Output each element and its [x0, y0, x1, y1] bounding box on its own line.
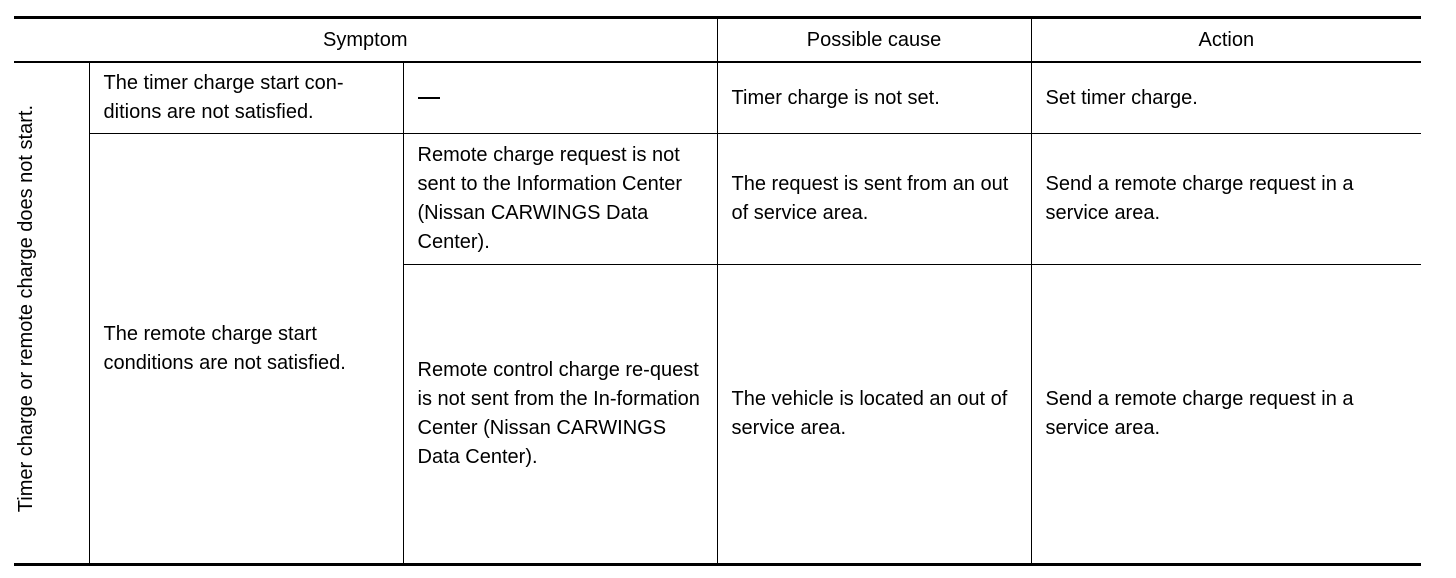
condition-cell: The remote charge start conditions are not satisfied. — [89, 134, 403, 565]
cause-cell: The vehicle is located an out of service area. — [717, 265, 1031, 565]
diagnosis-table-container — [14, 16, 1421, 566]
action-cell: Send a remote charge request in a service area. — [1031, 265, 1421, 565]
cause-cell: The request is sent from an out of service area. — [717, 134, 1031, 265]
header-possible-cause: Possible cause — [717, 18, 1031, 63]
condition-cell: The timer charge start con-ditions are not satisfied. — [89, 62, 403, 134]
action-cell: Send a remote charge request in a service area. — [1031, 134, 1421, 265]
action-cell: Set timer charge. — [1031, 62, 1421, 134]
detail-cell: Remote charge request is not sent to the Information Center (Nissan CARWINGS Data Center). — [403, 134, 717, 265]
diagnosis-table — [14, 16, 1421, 566]
cause-cell: Timer charge is not set. — [717, 62, 1031, 134]
table-row — [14, 62, 1421, 134]
header-action: Action — [1031, 18, 1421, 63]
table-row — [14, 134, 1421, 265]
symptom-group-cell — [14, 62, 89, 565]
dash-mark — [418, 97, 440, 99]
symptom-group-label: Timer charge or remote charge does not start. — [15, 104, 37, 513]
detail-cell: Remote control charge re-quest is not sent from the In-formation Center (Nissan CARWINGS Data Center). — [403, 265, 717, 565]
table-header-row — [14, 18, 1421, 63]
detail-cell — [403, 62, 717, 134]
header-symptom: Symptom — [14, 18, 717, 63]
